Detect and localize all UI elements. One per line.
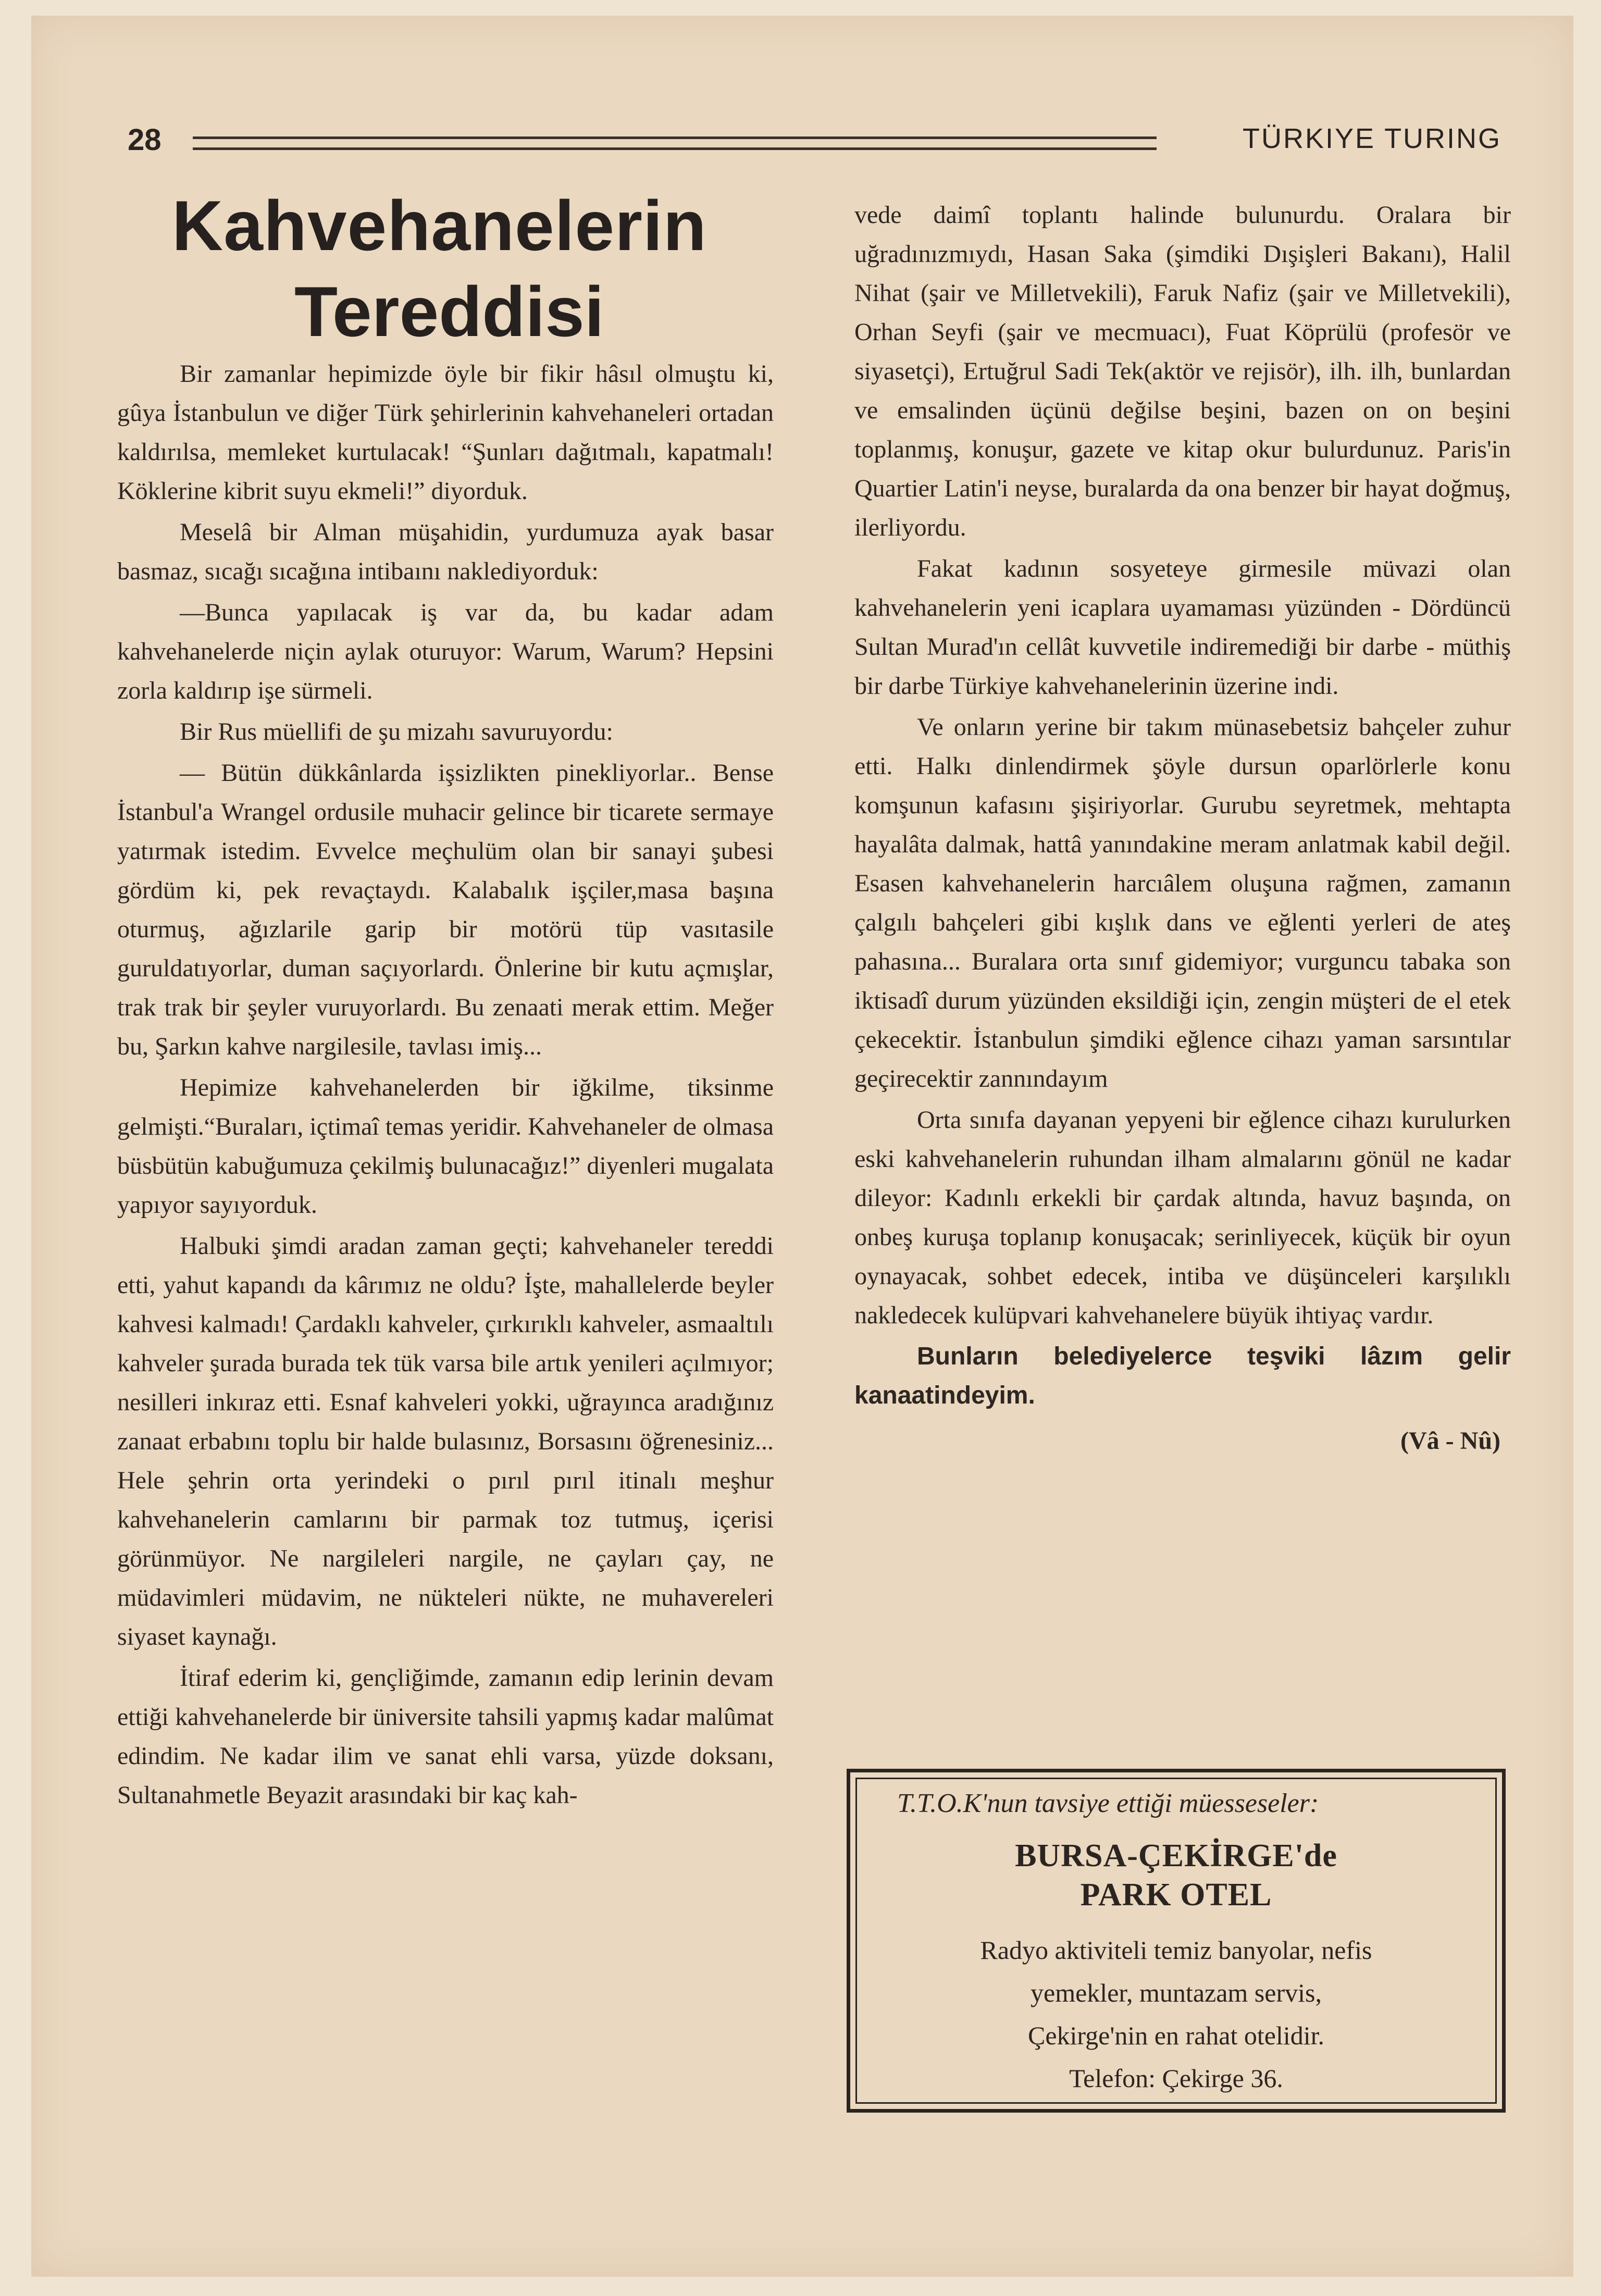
ad-intro: T.T.O.K'nun tavsiye ettiği müesseseler: bbox=[897, 1789, 1319, 1818]
paragraph: İtiraf ederim ki, gençliğimde, zamanın edip lerinin devam ettiği kahvehanelerde bir üniversite tahsili yapmış kadar malûmat edindim. Ne kadar ilim ve sanat ehli varsa, yüzde doksanı, Sultanahmetle Beyazit arasındaki bir kaç kah- bbox=[117, 1664, 774, 1809]
hotel-advertisement bbox=[847, 1769, 1506, 2113]
paragraph: Orta sınıfa dayanan yepyeni bir eğlence cihazı kurulurken eski kahvehanelerin ruhundan ilham almalarını gönül ne kadar dileyor: Kadınlı erkekli bir çardak altında, havuz başında, on onbeş kuruşa toplanıp konuşacak; serinliyecek, küçük bir oyun oynayacak, sohbet edecek, intiba ve düşünceleri karşılıklı nakledecek kulüpvari kahvehanelere büyük ihtiyaç vardır. bbox=[854, 1106, 1511, 1329]
paragraph: Halbuki şimdi aradan zaman geçti; kahvehaneler tereddi etti, yahut kapandı da kârımız ne oldu? İşte, mahallelerde beyler kahvesi kalmadı! Çardaklı kahveler, çırkırıklı kahveler, asmaaltılı kahveler şurada burada tek tük varsa bile artık yenileri açılmıyor; nesilleri inkıraz etti. Esnaf kahveleri yokki, uğrayınca aradığınız zanaat erbabını toplu bir halde bulasınız, Borsasını öğrenesiniz... Hele şehrin orta yerindeki o pırıl pırıl itinalı meşhur kahvehanelerin camlarını bir parmak toz tutmuş, içerisi görünmüyor. Ne nargileleri nargile, ne çayları çay, ne müdavimleri müdavim, ne nükteleri nükte, ne muhavereleri siyaset kaynağı. bbox=[117, 1232, 774, 1650]
ad-hotel-name: PARK OTEL bbox=[1080, 1877, 1272, 1913]
quote-paragraph: — Bütün dükkânlarda işsizlikten pinekliyorlar.. Bense İstanbul'a Wrangel ordusile muhacir gelince bir ticarete sermaye yatırmak istedim. Evvelce meçhulüm olan bir sanayi şubesi gördüm ki, pek revaçtaydı. Kalabalık işçiler,masa başına oturmuş, ağızlarile garip bir motörü tüp vasıtasile guruldatıyorlar, duman saçıyorlardı. Önlerine bir kutu açmışlar, trak trak bir şeyler vuruyorlardı. Bu zenaati merak ettim. Meğer bu, Şarkın kahve nargilesile, tavlası imiş... bbox=[117, 759, 774, 1060]
article-title-line1: Kahvehanelerin bbox=[172, 186, 707, 265]
right-column bbox=[854, 195, 1511, 1460]
article-title-line2: Tereddisi bbox=[294, 272, 604, 351]
ad-hotel-location: BURSA-ÇEKİRGE'de bbox=[1015, 1838, 1337, 1873]
paragraph: Bir Rus müellifi de şu mizahı savuruyordu: bbox=[180, 718, 613, 746]
paragraph: Bir zamanlar hepimizde öyle bir fikir hâsıl olmuştu ki, gûya İstanbulun ve diğer Türk şehirlerinin kahvehaneleri ortadan kaldırılsa, memleket kurtulacak! “Şunları dağıtmalı, kapatmalı! Köklerine kibrit suyu ekmeli!” diyorduk. bbox=[117, 360, 774, 505]
paragraph: Hepimize kahvehanelerden bir iğkilme, tiksinme gelmişti.“Buraları, içtimaî temas yeridir. Kahvehaneler de olmasa büsbütün kabuğumuza çekilmiş bulunacağız!” diyenleri mugalata yapıyor sayıyorduk. bbox=[117, 1074, 774, 1219]
left-column bbox=[117, 354, 774, 1817]
header-rule bbox=[193, 136, 1157, 150]
paragraph: Meselâ bir Alman müşahidin, yurdumuza ayak basar basmaz, sıcağı sıcağına intibaını naklediyorduk: bbox=[117, 518, 774, 585]
page-header bbox=[0, 0, 1601, 177]
author-signature: (Vâ - Nû) bbox=[1400, 1427, 1500, 1455]
ad-line: yemekler, muntazam servis, bbox=[1031, 1978, 1322, 2007]
quote-paragraph: —Bunca yapılacak iş var da, bu kadar adam kahvehanelerde niçin aylak oturuyor: Warum, Warum? Hepsini zorla kaldırıp işe sürmeli. bbox=[117, 599, 774, 704]
paragraph: Fakat kadının sosyeteye girmesile müvazi olan kahvehanelerin yeni icaplara uyamaması yüzünden - Dördüncü Sultan Murad'ın cellât kuvvetile indiremediği bir darbe - müthiş bir darbe Türkiye kahvehanelerinin üzerine indi. bbox=[854, 555, 1511, 700]
ad-line: Radyo aktiviteli temiz banyolar, nefis bbox=[980, 1935, 1372, 1965]
page-number: 28 bbox=[128, 123, 162, 157]
paragraph: vede daimî toplantı halinde bulunurdu. Oralara bir uğradınızmıydı, Hasan Saka (şimdiki Dışişleri Bakanı), Halil Nihat (şair ve Milletvekili), Faruk Nafiz (şair ve Milletvekili), Orhan Seyfi (şair ve mecmuacı), Fuat Köprülü (profesör ve siyasetçi), Ertuğrul Sadi Tek(aktör ve rejisör), ilh. ilh, bunlardan ve emsalinden üçünü değilse beşini, bazen on on beşini toplanmış, konuşur, gazete ve kitap okur bulurdunuz. Paris'in Quartier Latin'i neyse, buralarda da ona benzer bir hayat doğmuş, ilerliyordu. bbox=[854, 201, 1511, 541]
paragraph: Ve onların yerine bir takım münasebetsiz bahçeler zuhur etti. Halkı dinlendirmek şöyle dursun oparlörlerle konu komşunun kafasını şişiriyorlar. Gurubu seyretmek, mehtapta hayalâta dalmak, hattâ yanındakine meram anlatmak kabil değil. Esasen kahvehanelerin harcıâlem oluşuna rağmen, zamanın çalgılı bahçeleri gibi kışlık dans ve eğlenti yerleri de ateş pahasına... Buralara orta sınıf gidemiyor; vurguncu tabaka son iktisadî durum yüzünden eksildiği için, zengin müşteri de el etek çekecektir. İstanbulun şimdiki eğlence cihazı yaman sarsıntılar geçirecektir zannındayım bbox=[854, 713, 1511, 1093]
ad-body bbox=[871, 1929, 1481, 2100]
ad-line: Çekirge'nin en rahat otelidir. bbox=[1027, 2021, 1325, 2050]
closing-statement: Bunların belediyelerce teşviki lâzım gelir kanaatindeyim. bbox=[854, 1343, 1511, 1409]
ad-phone: Telefon: Çekirge 36. bbox=[1069, 2064, 1283, 2093]
magazine-title: TÜRKIYE TURING bbox=[1243, 123, 1502, 154]
